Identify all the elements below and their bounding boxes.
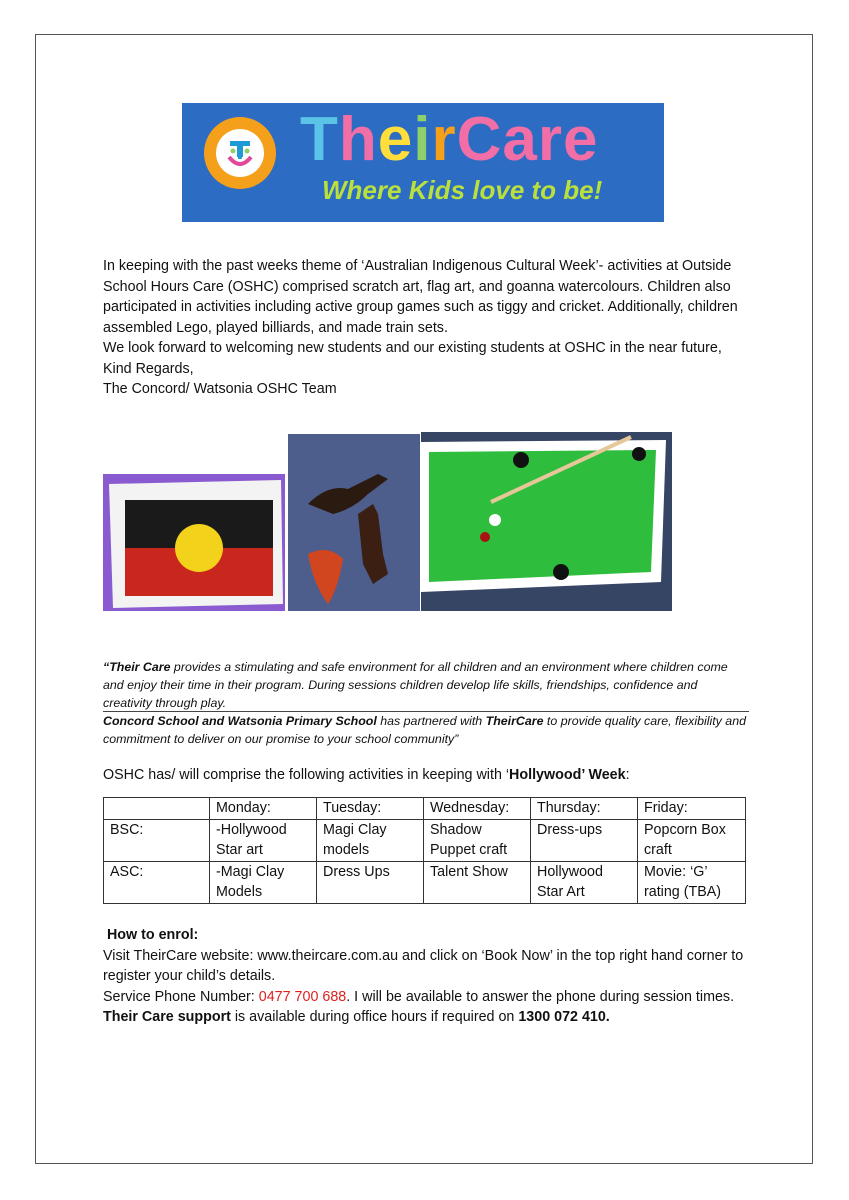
table-cell: Shadow Puppet craft — [424, 819, 531, 861]
table-cell: Dress Ups — [317, 861, 424, 903]
billiards-photo — [421, 432, 672, 611]
table-row — [104, 861, 746, 903]
intro-paragraph-2: We look forward to welcoming new students and our existing students at OSHC in the near future, — [103, 340, 722, 356]
phone-number[interactable]: 0477 700 688 — [258, 988, 347, 1005]
activities-table — [103, 797, 746, 904]
testimonial-quote — [103, 658, 749, 748]
table-header-cell — [104, 798, 210, 820]
closing: Kind Regards, — [103, 360, 194, 377]
table-header-cell: Tuesday: — [317, 798, 424, 820]
table-cell: Hollywood Star Art — [531, 861, 638, 903]
table-cell: Popcorn Box craft — [638, 819, 746, 861]
theircare-banner — [182, 103, 664, 222]
enrol-website-line: Visit TheirCare website: www.theircare.com.au and click on ‘Book Now’ in the top right hand corner to register your child’s details. — [103, 947, 744, 984]
enrol-support-line: Their Care support is available during office hours if required on 1300 072 410. — [103, 1009, 610, 1025]
table-header-row — [104, 798, 746, 820]
signature: The Concord/ Watsonia OSHC Team — [103, 381, 337, 397]
quote-part-1: “Their Care provides a stimulating and safe environment for all children and an environment where children come and enjoy their time in their program. During sessions children develop life skills, friendships, confidence and creativity through play. — [103, 660, 728, 710]
table-cell: Dress-ups — [531, 819, 638, 861]
table-cell: Talent Show — [424, 861, 531, 903]
table-row — [104, 819, 746, 861]
quote-part-2: Concord School and Watsonia Primary School has partnered with TheirCare to provide quality care, flexibility and commitment to deliver on our promise to your school community” — [103, 714, 746, 746]
enrol-heading: How to enrol: — [106, 927, 199, 943]
table-header-cell: Monday: — [210, 798, 317, 820]
table-cell: BSC: — [104, 819, 210, 861]
table-cell: ASC: — [104, 861, 210, 903]
enrol-phone-line: Service Phone Number: 0477 700 688. I will be available to answer the phone during session times. — [103, 988, 735, 1005]
table-cell: Movie: ‘G’ rating (TBA) — [638, 861, 746, 903]
table-header-cell: Thursday: — [531, 798, 638, 820]
goanna-art-photo — [288, 434, 420, 611]
flag-art-photo — [103, 474, 285, 611]
brand-name: TheirCare — [300, 105, 599, 174]
smiley-logo-icon — [204, 117, 276, 189]
intro-paragraph-1: In keeping with the past weeks theme of ‘Australian Indigenous Cultural Week’- activities at Outside School Hours Care (OSHC) comprised scratch art, flag art, and goanna watercolours. Children also participated in activities including active group games such as tiggy and cricket. Additionally, children assembled Lego, played billiards, and made train sets. — [103, 258, 738, 336]
table-header-cell: Wednesday: — [424, 798, 531, 820]
table-cell: -Magi Clay Models — [210, 861, 317, 903]
support-number[interactable]: 1300 072 410. — [518, 1009, 610, 1025]
table-header-cell: Friday: — [638, 798, 746, 820]
intro-text — [103, 256, 743, 400]
quote-divider — [103, 711, 749, 712]
table-cell: Magi Clay models — [317, 819, 424, 861]
enrol-section — [103, 925, 753, 1028]
activities-intro: OSHC has/ will comprise the following activities in keeping with ‘Hollywood’ Week: — [103, 767, 630, 783]
table-cell: -Hollywood Star art — [210, 819, 317, 861]
brand-tagline: Where Kids love to be! — [322, 175, 603, 205]
